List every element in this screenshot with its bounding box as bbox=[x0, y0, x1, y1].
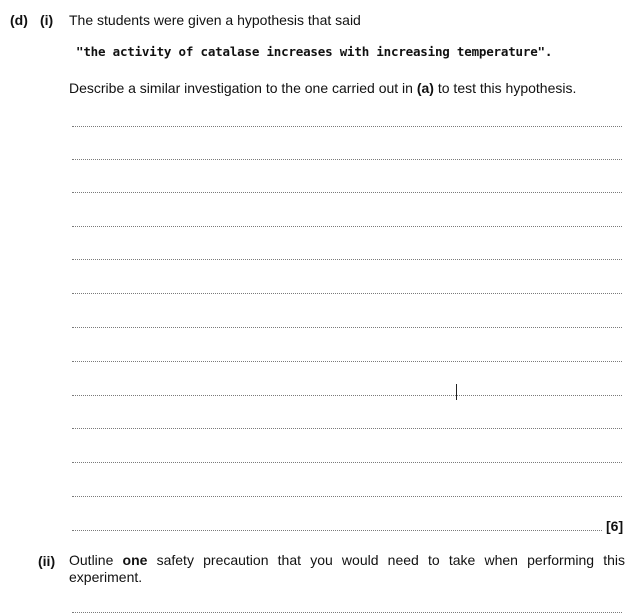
answer-line[interactable] bbox=[72, 159, 622, 160]
hypothesis-quote: "the activity of catalase increases with increasing temperature". bbox=[76, 44, 553, 59]
answer-line[interactable] bbox=[72, 293, 622, 294]
instruction-text-before: Describe a similar investigation to the one carried out in bbox=[69, 80, 417, 96]
instruction-text-after: to test this hypothesis. bbox=[433, 80, 577, 96]
part-d-label: (d) bbox=[10, 12, 28, 28]
answer-line[interactable] bbox=[72, 496, 622, 497]
answer-line[interactable] bbox=[72, 361, 622, 362]
answer-line[interactable] bbox=[72, 192, 622, 193]
answer-line[interactable] bbox=[72, 530, 602, 531]
instruction-part-reference: (a) bbox=[416, 80, 434, 96]
answer-line[interactable] bbox=[72, 612, 622, 613]
sub-i-intro: The students were given a hypothesis that said bbox=[69, 12, 361, 28]
sub-ii-emphasis: one bbox=[122, 552, 148, 568]
answer-line[interactable] bbox=[72, 462, 622, 463]
answer-line[interactable] bbox=[72, 226, 622, 227]
answer-line[interactable] bbox=[72, 327, 622, 328]
answer-line[interactable] bbox=[72, 428, 622, 429]
sub-i-label: (i) bbox=[40, 12, 54, 28]
answer-line[interactable] bbox=[72, 259, 622, 260]
marks-indicator: [6] bbox=[606, 518, 624, 534]
answer-line[interactable] bbox=[72, 126, 622, 127]
sub-ii-text-before: Outline bbox=[69, 552, 123, 568]
answer-line[interactable] bbox=[72, 395, 622, 396]
text-cursor bbox=[456, 384, 457, 400]
sub-i-instruction bbox=[69, 80, 576, 97]
sub-ii-label: (ii) bbox=[38, 553, 56, 569]
sub-ii-text-after: safety precaution that you would need to take when performing this experiment. bbox=[69, 552, 625, 585]
sub-ii-question bbox=[69, 552, 625, 586]
